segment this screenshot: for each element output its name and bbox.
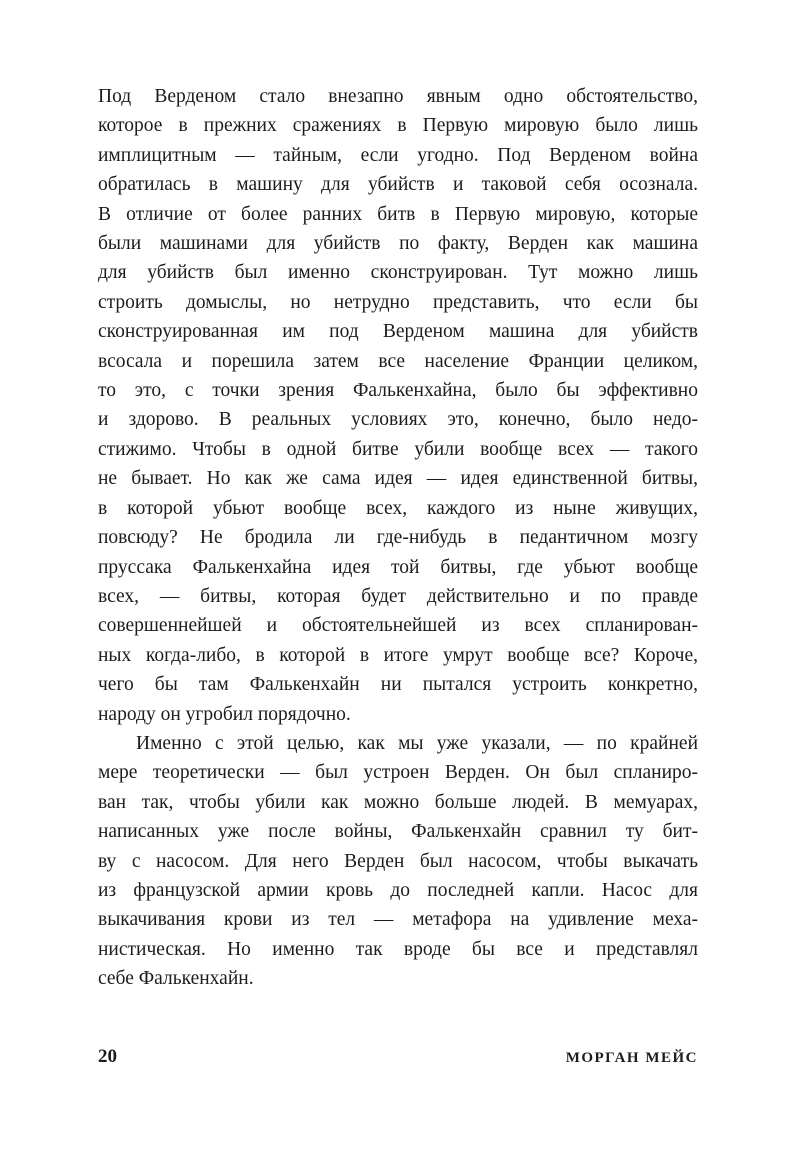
text-line: народу он угробил порядочно. <box>98 703 351 725</box>
text-line: ву с насосом. Для него Верден был насосом, чтобы выкачать <box>98 850 698 872</box>
text-line: которое в прежних сражениях в Первую мировую было лишь <box>98 115 698 137</box>
text-line: в которой убьют вообще всех, каждого из ныне живущих, <box>98 497 698 519</box>
paragraph <box>98 729 698 994</box>
text-line: для убийств был именно сконструирован. Тут можно лишь <box>98 262 698 284</box>
text-line: из французской армии кровь до последней капли. Насос для <box>98 879 698 901</box>
text-line: выкачивания крови из тел — метафора на удивление меха- <box>98 909 698 931</box>
text-line: написанных уже после войны, Фалькенхайн сравнил ту бит- <box>98 821 698 843</box>
text-line: стижимо. Чтобы в одной битве убили вообще всех — такого <box>98 438 698 460</box>
text-line: имплицитным — тайным, если угодно. Под Верденом война <box>98 144 698 166</box>
body-text <box>98 82 698 994</box>
paragraph <box>98 82 698 729</box>
page-number: 20 <box>98 1046 117 1067</box>
text-line: то это, с точки зрения Фалькенхайна, было бы эффективно <box>98 380 698 402</box>
text-line: повсюду? Не бродила ли где-нибудь в педантичном мозгу <box>98 527 698 549</box>
text-line: сконструированная им под Верденом машина для убийств <box>98 321 698 343</box>
text-line: В отличие от более ранних битв в Первую мировую, которые <box>98 203 698 225</box>
text-line: нистическая. Но именно так вроде бы все и представлял <box>98 938 698 960</box>
text-line: ных когда-либо, в которой в итоге умрут вообще все? Короче, <box>98 644 698 666</box>
text-line: обратилась в машину для убийств и таковой себя осознала. <box>98 174 698 196</box>
text-line: были машинами для убийств по факту, Верден как машина <box>98 233 698 255</box>
text-line: себе Фалькенхайн. <box>98 968 254 990</box>
text-line: не бывает. Но как же сама идея — идея единственной битвы, <box>98 468 698 490</box>
text-line: пруссака Фалькенхайна идея той битвы, где убьют вообще <box>98 556 698 578</box>
text-line: всех, — битвы, которая будет действительно и по правде <box>98 585 698 607</box>
text-line: Под Верденом стало внезапно явным одно обстоятельство, <box>98 86 698 107</box>
text-line: всосала и порешила затем все население Франции целиком, <box>98 350 698 372</box>
text-line: ван так, чтобы убили как можно больше людей. В мемуарах, <box>98 791 698 813</box>
text-line: строить домыслы, но нетрудно представить, что если бы <box>98 291 698 313</box>
text-line: чего бы там Фалькенхайн ни пытался устроить конкретно, <box>98 674 698 696</box>
text-line: и здорово. В реальных условиях это, конечно, было недо- <box>98 409 698 431</box>
page-footer <box>98 1046 698 1068</box>
text-line: совершеннейшей и обстоятельнейшей из всех спланирован- <box>98 615 698 637</box>
text-line: мере теоретически — был устроен Верден. Он был спланиро- <box>98 762 698 784</box>
text-line: Именно с этой целью, как мы уже указали, — по крайней <box>136 732 698 754</box>
running-title: МОРГАН МЕЙС <box>565 1050 698 1066</box>
